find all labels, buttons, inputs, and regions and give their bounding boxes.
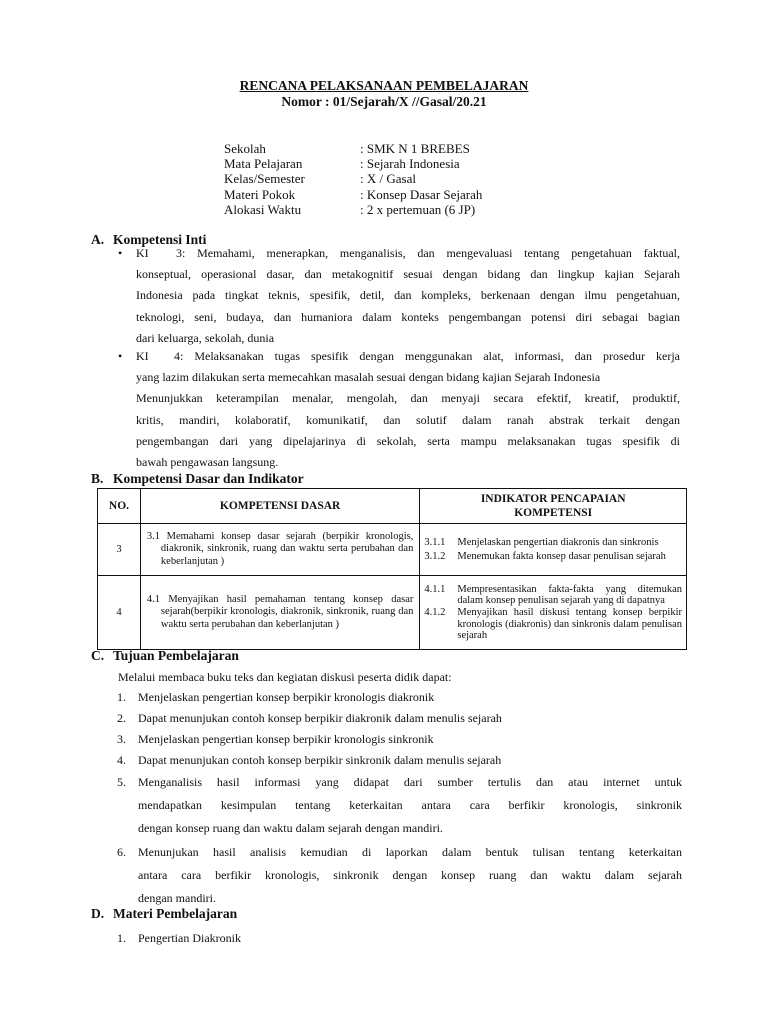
- identity-value: : Sejarah Indonesia: [360, 156, 460, 172]
- identity-row: [224, 171, 482, 186]
- list-item: [117, 771, 682, 840]
- ki3-text: : Memahami, menerapkan, menganalisis, dan mengevaluasi tentang pengetahuan faktual,: [182, 246, 680, 260]
- indicator-text: Menyajikan hasil diskusi tentang konsep berpikir kronologis (diakronis) dan sinkronis dalam penulisan sejarah: [457, 607, 682, 641]
- indicator-text: Menemukan fakta konsep dasar penulisan sejarah: [457, 551, 666, 562]
- section-letter: D.: [91, 906, 105, 921]
- table-header-row: [98, 489, 687, 524]
- identity-value: : Konsep Dasar Sejarah: [360, 186, 483, 202]
- indicator-cell: [420, 576, 687, 650]
- row-number: 3: [98, 524, 141, 576]
- list-item: [117, 729, 682, 750]
- indicator-code: 4.1.2: [424, 607, 446, 619]
- list-line: mendapatkan kesimpulan tentang keterkaitan antara cara berfikir kronologis, sinkronik: [138, 798, 682, 812]
- ki3-line: konseptual, operasional dasar, dan metakognitif sesuai dengan bidang dan lingkup kajian Sejarah: [136, 267, 680, 282]
- identity-label: Kelas/Semester: [224, 171, 305, 187]
- section-letter: A.: [91, 232, 105, 247]
- indicator-item: [424, 584, 682, 606]
- kd-cell: 4.1 Menyajikan hasil pemahaman tentang konsep dasar sejarah(berpikir kronologis, diakronik, sinkronik, ruang dan waktu serta perubahan dan keberlanjutan ): [140, 576, 419, 650]
- section-d-heading: [91, 906, 237, 922]
- objectives-list: [117, 687, 682, 910]
- kd-cell: 3.1 Memahami konsep dasar sejarah (berpikir kronologis, diakronik, sinkronik, ruang dan waktu serta perubahan dan keberlanjutan ): [140, 524, 419, 576]
- list-line: dengan mandiri.: [138, 891, 216, 905]
- section-b-heading: [91, 471, 304, 487]
- indicator-item: [424, 537, 682, 548]
- list-number: 1.: [117, 690, 126, 704]
- list-number: 5.: [117, 775, 126, 789]
- ki4-line: [136, 346, 680, 367]
- list-number: 3.: [117, 732, 126, 746]
- list-number: 2.: [117, 711, 126, 725]
- identity-value: : 2 x pertemuan (6 JP): [360, 201, 476, 217]
- indicator-code: 3.1.2: [424, 551, 446, 562]
- section-title: Kompetensi Dasar dan Indikator: [113, 471, 304, 486]
- list-item: [117, 841, 682, 910]
- column-header-kd: KOMPETENSI DASAR: [140, 489, 419, 524]
- section-title: Kompetensi Inti: [113, 232, 207, 247]
- ki4-line: kritis, mandiri, kolaboratif, komunikatif, dan solutif dalam ranah abstrak terkait dengan: [136, 412, 680, 427]
- identity-row: [224, 141, 482, 156]
- identity-row: [224, 156, 482, 171]
- ki4-label: KI 4: [136, 349, 180, 363]
- ki3-line: [136, 243, 680, 264]
- bullet-icon: •: [118, 349, 123, 363]
- document-title: RENCANA PELAKSANAAN PEMBELAJARAN: [239, 78, 529, 93]
- competency-table: [97, 488, 687, 650]
- list-number: 6.: [117, 845, 126, 859]
- list-text: Dapat menunjukan contoh konsep berpikir diakronik dalam menulis sejarah: [138, 711, 502, 725]
- list-text: Menjelaskan pengertian konsep berpikir kronologis sinkronik: [138, 732, 434, 746]
- ki3-label: KI 3: [136, 246, 182, 260]
- ki4-line: Menunjukkan keterampilan menalar, mengolah, dan menyaji secara efektif, kreatif, produktif,: [136, 391, 680, 406]
- list-text: Menjelaskan pengertian konsep berpikir kronologis diakronik: [138, 690, 435, 704]
- identity-row: [224, 202, 482, 217]
- ki4-paragraph: [136, 346, 680, 473]
- identity-block: [224, 141, 482, 217]
- indicator-text: Mempresentasikan fakta-fakta yang ditemukan dalam konsep penulisan sejarah yang di dapatnya: [457, 583, 682, 607]
- ki4-line: bawah pengawasan langsung.: [136, 455, 279, 470]
- identity-value: : SMK N 1 BREBES: [360, 141, 470, 156]
- list-item: [117, 708, 682, 729]
- section-letter: C.: [91, 648, 105, 663]
- list-number: 4.: [117, 753, 126, 767]
- row-number: 4: [98, 576, 141, 650]
- indicator-text: Menjelaskan pengertian diakronis dan sinkronis: [457, 536, 659, 548]
- section-title: Tujuan Pembelajaran: [113, 648, 239, 663]
- identity-value: : X / Gasal: [360, 171, 416, 187]
- list-text: Pengertian Diakronik: [138, 931, 241, 945]
- table-row: [98, 524, 687, 576]
- ki3-line: dari keluarga, sekolah, dunia: [136, 330, 275, 345]
- indicator-cell: [420, 524, 687, 576]
- list-line: antara cara berfikir kronologis, sinkronik dengan konsep ruang dan waktu dalam sejarah: [138, 868, 682, 882]
- column-header-indicator: INDIKATOR PENCAPAIAN KOMPETENSI: [420, 489, 687, 524]
- ki3-line: Indonesia pada tingkat teknis, spesifik, detil, dan kompleks, berkenaan dengan ilmu pengetahuan,: [136, 288, 680, 303]
- ki4-line: yang lazim dilakukan serta memecahkan masalah sesuai dengan bidang kajian Sejarah Indonesia: [136, 370, 601, 385]
- indicator-code: 3.1.1: [424, 536, 446, 548]
- list-item: [117, 687, 682, 708]
- bullet-icon: •: [118, 246, 123, 260]
- identity-row: [224, 187, 482, 202]
- list-line: dengan konsep ruang dan waktu dalam sejarah dengan mandiri.: [138, 821, 443, 835]
- list-text: Dapat menunjukan contoh konsep berpikir sinkronik dalam menulis sejarah: [138, 753, 502, 767]
- section-c-heading: [91, 648, 239, 664]
- identity-label: Mata Pelajaran: [224, 156, 303, 172]
- list-item: [117, 928, 241, 949]
- materials-list: [117, 928, 241, 949]
- identity-label: Alokasi Waktu: [224, 201, 302, 217]
- indicator-item: [424, 607, 682, 641]
- ki3-line: teknologi, seni, budaya, dan humaniora dalam konteks pengembangan potensi diri sebagai bagian: [136, 309, 680, 324]
- ki4-line: pengembangan dari yang dipelajarinya di sekolah, serta mampu melaksanakan tugas spesifik di: [136, 433, 680, 448]
- identity-label: Sekolah: [224, 141, 266, 156]
- list-item: [117, 750, 682, 771]
- section-title: Materi Pembelajaran: [113, 906, 238, 921]
- indicator-item: [424, 551, 682, 562]
- list-line: Menunjukan hasil analisis kemudian di laporkan dalam bentuk tulisan tentang keterkaitan: [138, 845, 682, 859]
- column-header-no: NO.: [98, 489, 141, 524]
- indicator-code: 4.1.1: [424, 583, 446, 595]
- table-row: [98, 576, 687, 650]
- document-number: Nomor : 01/Sejarah/X //Gasal/20.21: [281, 94, 487, 109]
- section-letter: B.: [91, 471, 104, 486]
- list-number: 1.: [117, 931, 126, 945]
- ki4-text: : Melaksanakan tugas spesifik dengan menggunakan alat, informasi, dan prosedur kerja: [180, 349, 680, 363]
- objectives-intro: Melalui membaca buku teks dan kegiatan diskusi peserta didik dapat:: [118, 670, 452, 684]
- ki3-paragraph: [136, 243, 680, 349]
- list-line: Menganalisis hasil informasi yang didapat dari sumber tertulis dan atau internet untuk: [138, 775, 682, 789]
- identity-label: Materi Pokok: [224, 186, 296, 202]
